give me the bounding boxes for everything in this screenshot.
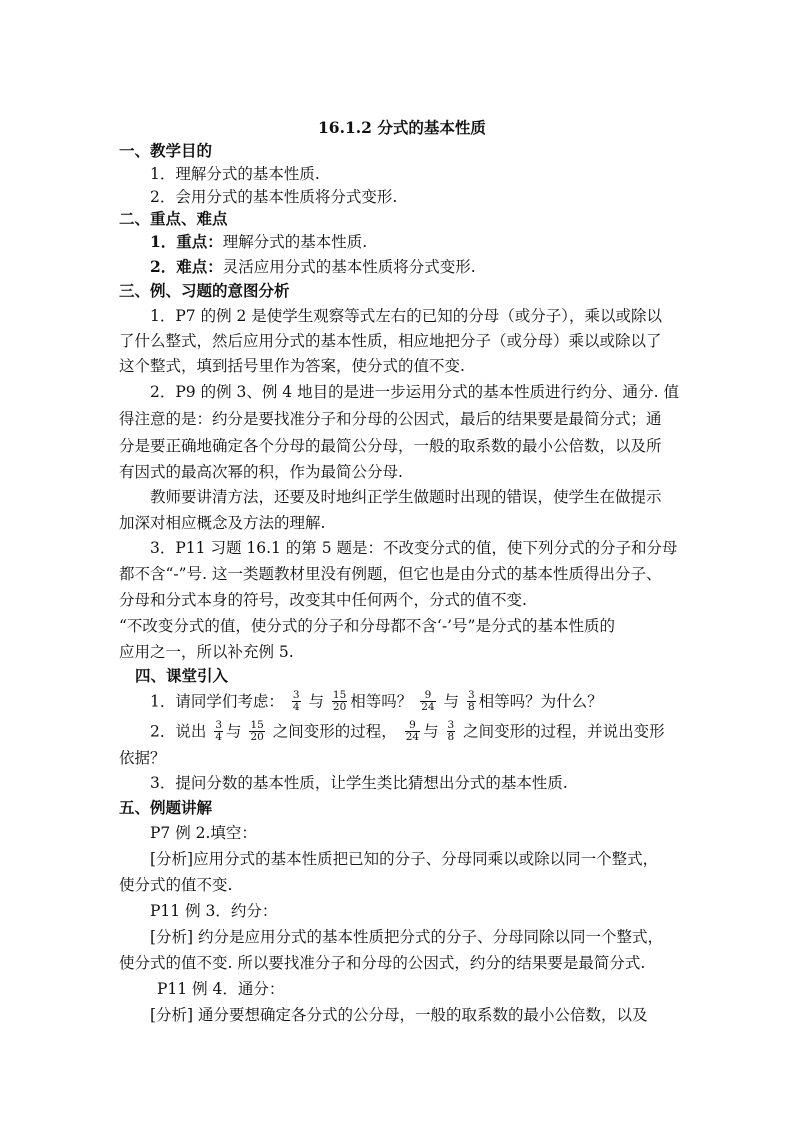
question-text: 与 xyxy=(226,722,242,741)
paragraph-line: 都不含“-”号. 这一类题教材里没有例题，但它也是由分式的基本性质得出分子、 xyxy=(119,565,662,583)
numerator: 3 xyxy=(215,719,222,731)
paragraph-line: 得注意的是：约分是要找准分子和分母的公因式，最后的结果要是最简分式；通 xyxy=(119,410,662,428)
question-text: 之间变形的过程， xyxy=(272,722,397,741)
denominator: 20 xyxy=(332,701,347,713)
paragraph-line: 分是要正确地确定各个分母的最简公分母，一般的取系数的最小公倍数，以及所 xyxy=(119,437,662,455)
section-3-heading: 三、例、习题的意图分析 xyxy=(119,281,290,300)
fraction-3-4 xyxy=(292,690,301,713)
numerator: 3 xyxy=(292,689,300,701)
numerator: 15 xyxy=(332,689,347,701)
paragraph-line: 2．P9 的例 3、例 4 地目的是进一步运用分式的基本性质进行约分、通分. 值 xyxy=(150,383,679,401)
example-4-label: P11 例 4．通分： xyxy=(157,980,285,998)
section-5-heading: 五、例题讲解 xyxy=(119,798,213,817)
difficulty-line xyxy=(150,257,476,277)
difficulty-label: 2．难点： xyxy=(150,257,223,276)
question-text: 1．请同学们考虑： xyxy=(150,692,284,711)
document-title: 16.1.2 分式的基本性质 xyxy=(318,118,486,137)
denominator: 24 xyxy=(421,701,435,713)
fraction-9-24 xyxy=(405,720,420,743)
intro-question-3: 3．提问分数的基本性质，让学生类比猜想出分式的基本性质. xyxy=(150,774,568,792)
question-text: 2．说出 xyxy=(150,722,207,741)
paragraph-line: 1．P7 的例 2 是使学生观察等式左右的已知的分母（或分子），乘以或除以 xyxy=(150,307,663,325)
section-4-heading: 四、课堂引入 xyxy=(135,666,229,685)
paragraph-line: 应用之一，所以补充例 5. xyxy=(119,643,294,661)
paragraph-line: 加深对相应概念及方法的理解. xyxy=(119,514,326,532)
example-3-label: P11 例 3．约分： xyxy=(150,902,278,920)
numerator: 3 xyxy=(467,689,475,701)
question-text: 相等吗？ xyxy=(350,692,413,711)
paragraph-line: [分析] 通分要想确定各分式的公分母，一般的取系数的最小公倍数，以及 xyxy=(150,1006,648,1024)
section-2-heading: 二、重点、难点 xyxy=(119,209,228,228)
numerator: 9 xyxy=(420,690,435,702)
denominator: 4 xyxy=(292,701,300,713)
question-text: 与 xyxy=(443,692,460,711)
question-text: 相等吗？为什么？ xyxy=(478,692,603,711)
paragraph-line: 使分式的值不变. xyxy=(119,876,233,894)
intro-question-2 xyxy=(150,721,665,741)
denominator: 20 xyxy=(250,731,264,743)
paragraph-line: 使分式的值不变. 所以要找准分子和分母的公因式，约分的结果要是最简分式. xyxy=(119,954,646,972)
numerator: 3 xyxy=(447,719,455,731)
section-1-heading: 一、教学目的 xyxy=(119,141,213,160)
example-2-label: P7 例 2.填空： xyxy=(150,824,257,842)
question-text: 与 xyxy=(423,722,439,741)
fraction-15-20 xyxy=(249,720,264,743)
paragraph-line: [分析]应用分式的基本性质把已知的分子、分母同乘以或除以同一个整式， xyxy=(150,850,659,868)
paragraph-line: [分析] 约分是应用分式的基本性质把分式的分子、分母同除以同一个整式， xyxy=(150,928,664,946)
numerator: 15 xyxy=(250,719,264,731)
numerator: 9 xyxy=(405,720,420,732)
denominator: 24 xyxy=(405,731,420,743)
fraction-3-8 xyxy=(467,690,476,713)
intro-question-1 xyxy=(150,691,603,711)
paragraph-line: 这个整式，填到括号里作为答案，使分式的值不变. xyxy=(119,357,465,375)
key-point-label: 1．重点： xyxy=(150,232,223,251)
goal-item-1: 1．理解分式的基本性质. xyxy=(150,165,320,183)
paragraph-line: 教师要讲清方法，还要及时地纠正学生做题时出现的错误，使学生在做提示 xyxy=(150,488,662,506)
key-point-text: 理解分式的基本性质. xyxy=(222,233,368,251)
paragraph-line: 依据？ xyxy=(119,749,166,767)
question-text: 之间变形的过程，并说出变形 xyxy=(463,722,665,741)
question-text: 与 xyxy=(308,692,324,711)
paragraph-line: 3．P11 习题 16.1 的第 5 题是：不改变分式的值，使下列分式的分子和分母 xyxy=(150,539,678,557)
fraction-9-24 xyxy=(420,690,435,713)
paragraph-line: “不改变分式的值，使分式的分子和分母都不含‘-’号”是分式的基本性质的 xyxy=(119,617,615,635)
goal-item-2: 2．会用分式的基本性质将分式变形. xyxy=(150,188,398,206)
difficulty-text: 灵活应用分式的基本性质将分式变形. xyxy=(222,258,476,276)
fraction-15-20 xyxy=(332,690,347,713)
key-point-line xyxy=(150,232,367,252)
denominator: 4 xyxy=(215,731,222,743)
paragraph-line: 分母和分式本身的符号，改变其中任何两个，分式的值不变. xyxy=(119,591,527,609)
denominator: 8 xyxy=(467,701,475,713)
denominator: 8 xyxy=(447,731,455,743)
fraction-3-8 xyxy=(447,720,456,743)
paragraph-line: 有因式的最高次幂的积，作为最简公分母. xyxy=(119,463,403,481)
paragraph-line: 了什么整式，然后应用分式的基本性质，相应地把分子（或分母）乘以或除以了 xyxy=(119,332,662,350)
fraction-3-4 xyxy=(214,720,223,743)
